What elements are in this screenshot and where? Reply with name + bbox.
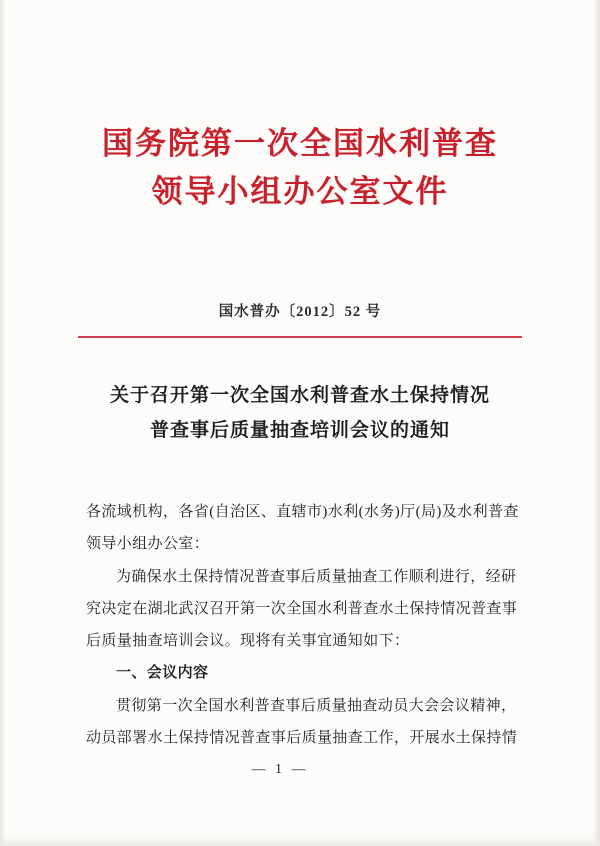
body-section-heading-1: 一、会议内容 <box>116 665 209 682</box>
body-line-5: 后质量抽查培训会议。现将有关事宜通知如下： <box>86 633 410 649</box>
body-line-4: 究决定在湖北武汉召开第一次全国水利普查水土保持情况普查事 <box>86 600 518 617</box>
page-number: — 1 — <box>251 762 309 777</box>
body-line-1: 各流域机构，各省(自治区、直辖市)水利(水务)厅(局)及水利普查 <box>86 504 519 520</box>
page-footer <box>0 762 600 778</box>
body-line-7: 动员部署水土保持情况普查事后质量抽查工作，开展水土保持情 <box>86 729 518 746</box>
scan-edge-bottom <box>0 836 600 846</box>
red-divider-rule <box>78 336 522 338</box>
masthead-line-1: 国务院第一次全国水利普查 <box>102 126 498 161</box>
masthead-line-2: 领导小组办公室文件 <box>151 174 449 210</box>
document-masthead <box>0 120 600 216</box>
title-line-2: 普查事后质量抽查培训会议的通知 <box>149 420 450 442</box>
body-line-6: 贯彻第一次全国水利普查事后质量抽查动员大会会议精神， <box>116 697 517 714</box>
body-line-2: 领导小组办公室： <box>86 536 210 553</box>
title-line-1: 关于召开第一次全国水利普查水土保持情况 <box>109 385 490 406</box>
document-number: 国水普办〔2012〕52 号 <box>218 304 382 320</box>
body-line-3: 为确保水土保持情况普查事后质量抽查工作顺利进行，经研 <box>116 568 517 585</box>
document-title <box>78 378 522 448</box>
document-body <box>86 496 522 754</box>
